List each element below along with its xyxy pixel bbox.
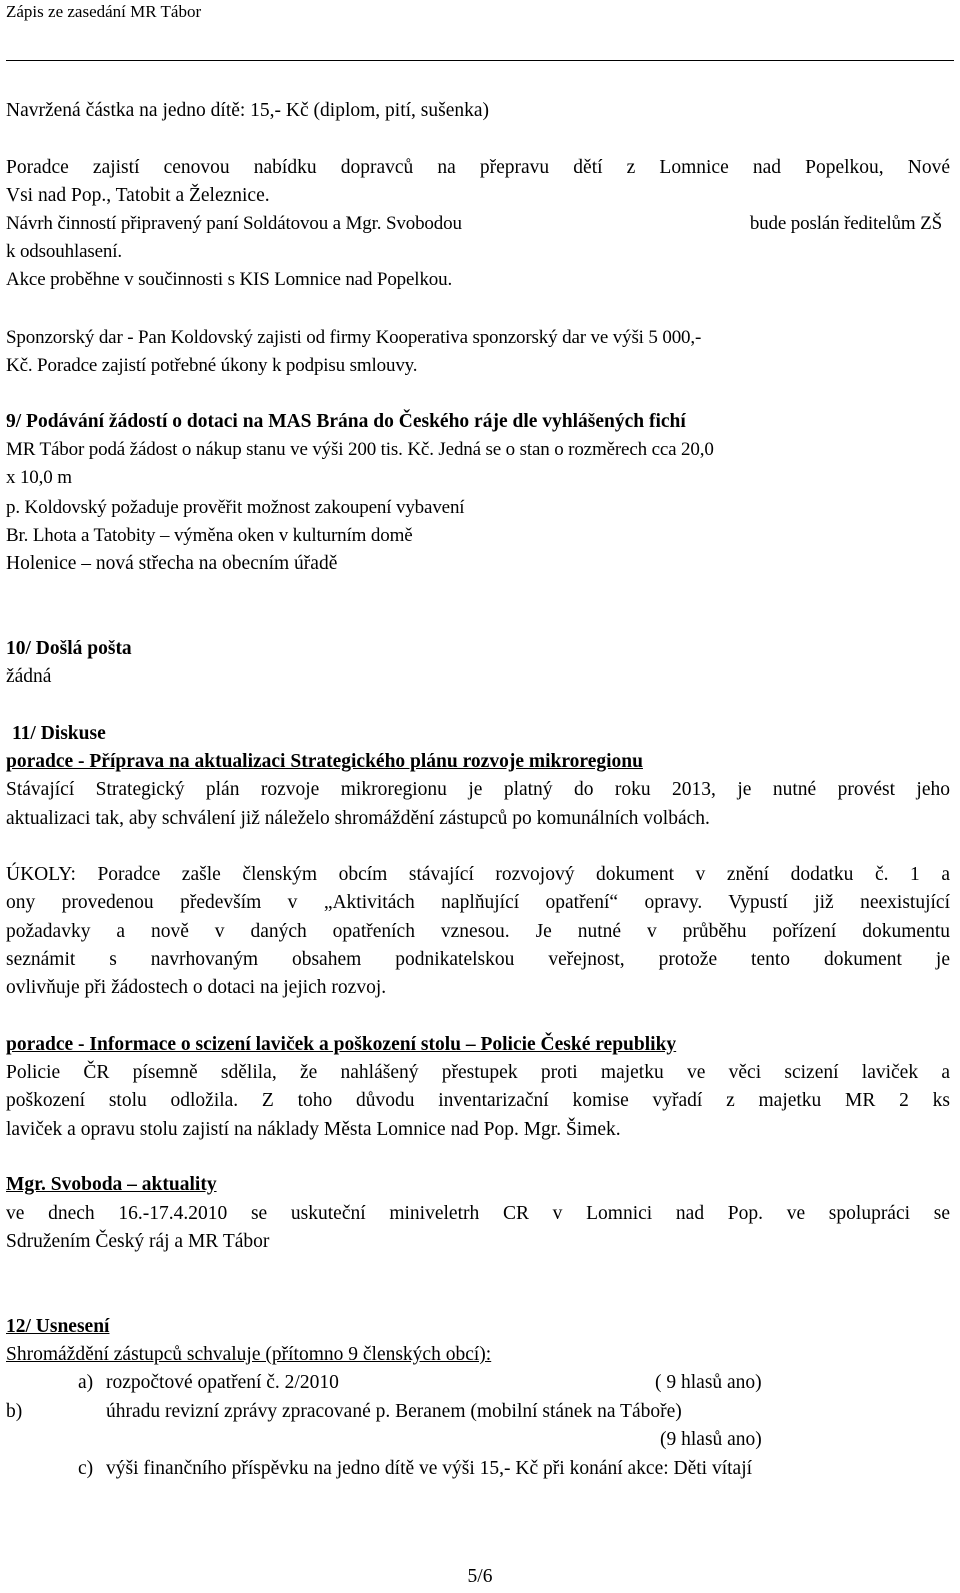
paragraph-line: x 10,0 m [6,467,72,488]
paragraph-line: Sdružením Český ráj a MR Tábor [6,1231,270,1252]
paragraph-line: požadavky a nově v daných opatřeních vznesou. Je nutné v průběhu pořízení dokumentu [6,921,950,942]
paragraph-line: Policie ČR písemně sdělila, že nahlášený přestupek proti majetku ve věci scizení laviček a [6,1062,950,1083]
section-heading: 12/ Usnesení [6,1316,110,1337]
page-number: 5/6 [467,1566,493,1587]
paragraph-fragment: Návrh činností připravený paní Soldátovou a Mgr. Svobodou [6,213,462,234]
section-heading: 11/ Diskuse [12,723,106,744]
paragraph-line: poškození stolu odložila. Z toho důvodu inventarizační komise vyřadí z majetku MR 2 ks [6,1090,950,1111]
paragraph-line: Br. Lhota a Tatobity – výměna oken v kulturním domě [6,525,413,546]
paragraph-line: laviček a opravu stolu zajistí na náklady Města Lomnice nad Pop. Mgr. Šimek. [6,1119,621,1140]
paragraph-line: žádná [6,666,52,687]
paragraph-line: ovlivňuje při žádostech o dotaci na jejich rozvoj. [6,977,387,998]
list-item-text: úhradu revizní zprávy zpracované p. Beranem (mobilní stánek na Táboře) [106,1401,682,1422]
list-marker: b) [6,1401,23,1422]
page-header: Zápis ze zasedání MR Tábor [6,2,202,21]
paragraph-line: Vsi nad Pop., Tatobit a Železnice. [6,185,270,206]
vote-result: (9 hlasů ano) [660,1429,762,1450]
subsection-heading: poradce - Informace o scizení laviček a poškození stolu – Policie České republiky [6,1034,677,1055]
list-marker: a) [78,1372,94,1393]
paragraph-line: ve dnech 16.-17.4.2010 se uskuteční miniveletrh CR v Lomnici nad Pop. ve spolupráci se [6,1203,950,1224]
paragraph-line: Navržená částka na jedno dítě: 15,- Kč (diplom, pití, sušenka) [6,100,490,121]
header-rule [6,60,954,61]
paragraph-line: Stávající Strategický plán rozvoje mikroregionu je platný do roku 2013, je nutné provést jeho [6,779,950,800]
paragraph-line [6,210,950,238]
list-marker: c) [78,1458,94,1479]
vote-result: ( 9 hlasů ano) [655,1372,762,1393]
paragraph-line: seznámit s navrhovaným obsahem podnikatelskou veřejnost, protože tento dokument je [6,949,950,970]
list-item-text: výši finančního příspěvku na jedno dítě ve výši 15,- Kč při konání akce: Děti vítají [106,1458,753,1479]
paragraph-fragment: bude poslán ředitelům ZŠ [749,213,942,234]
paragraph-line: Shromáždění zástupců schvaluje (přítomno 9 členských obcí): [6,1344,492,1365]
paragraph-line: Holenice – nová střecha na obecním úřadě [6,553,338,574]
paragraph-line: Kč. Poradce zajistí potřebné úkony k podpisu smlouvy. [6,355,418,376]
subsection-heading: Mgr. Svoboda – aktuality [6,1174,217,1195]
paragraph-line: aktualizaci tak, aby schválení již náleželo shromáždění zástupců po komunálních volbách. [6,808,710,829]
paragraph-line: ÚKOLY: Poradce zašle členským obcím stávající rozvojový dokument v znění dodatku č. 1 a [6,864,950,885]
paragraph-line: Akce proběhne v součinnosti s KIS Lomnice nad Popelkou. [6,269,453,290]
paragraph-line: k odsouhlasení. [6,241,122,262]
section-heading: 9/ Podávání žádostí o dotaci na MAS Brána do Českého ráje dle vyhlášených fichí [6,411,686,432]
section-heading: 10/ Došlá pošta [6,638,132,659]
list-item-text: rozpočtové opatření č. 2/2010 [106,1372,339,1393]
paragraph-line: ony provedenou především v „Aktivitách naplňující opatření“ opravy. Vypustí již neexistující [6,892,950,913]
subsection-heading: poradce - Příprava na aktualizaci Strategického plánu rozvoje mikroregionu [6,751,643,772]
paragraph-line: Poradce zajistí cenovou nabídku dopravců na přepravu dětí z Lomnice nad Popelkou, Nové [6,157,950,178]
paragraph-line: p. Koldovský požaduje prověřit možnost zakoupení vybavení [6,497,465,518]
paragraph-line: Sponzorský dar - Pan Koldovský zajisti od firmy Kooperativa sponzorský dar ve výši 5 000,- [6,327,702,348]
paragraph-line: MR Tábor podá žádost o nákup stanu ve výši 200 tis. Kč. Jedná se o stan o rozměrech cca 20,0 [6,439,714,460]
